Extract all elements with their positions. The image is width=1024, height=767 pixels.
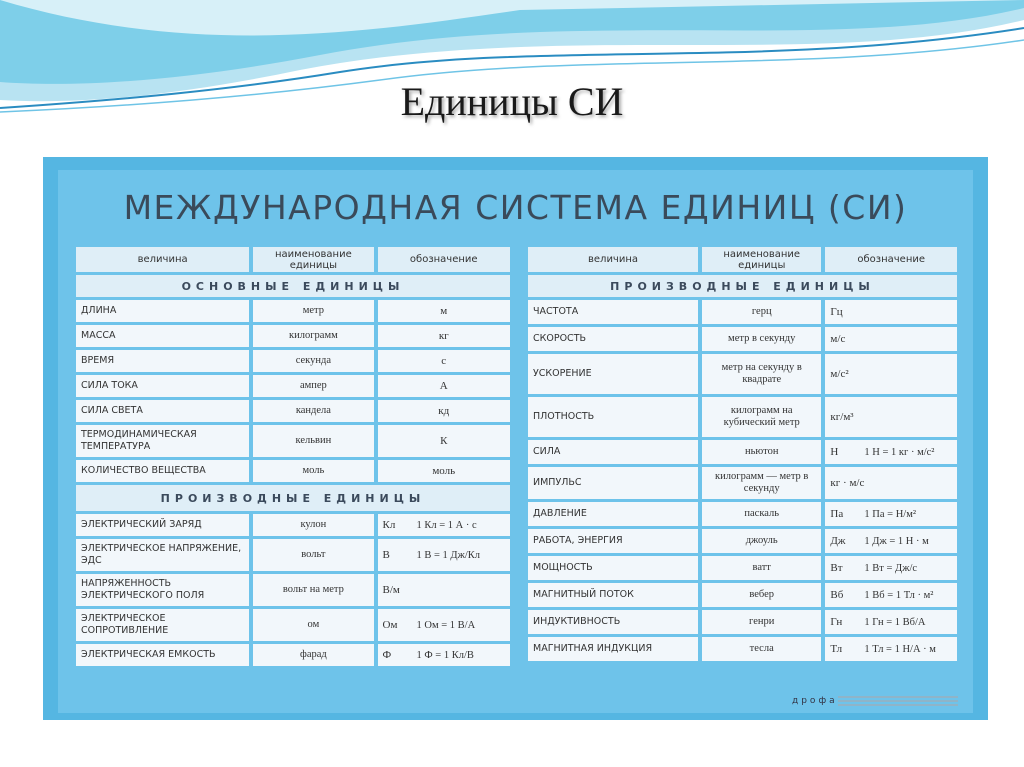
symbol-cell bbox=[825, 529, 957, 553]
symbol-cell bbox=[825, 354, 957, 394]
header-unit-name: наименование единицы bbox=[702, 247, 821, 272]
poster-title: МЕЖДУНАРОДНАЯ СИСТЕМА ЕДИНИЦ (СИ) bbox=[123, 188, 908, 227]
header-quantity: величина bbox=[76, 247, 249, 272]
table-row bbox=[528, 583, 957, 607]
header-symbol: обозначение bbox=[825, 247, 957, 272]
table-row bbox=[528, 610, 957, 634]
table-row bbox=[76, 574, 510, 606]
unit-name-cell: килограмм bbox=[253, 325, 373, 347]
si-units-poster bbox=[43, 157, 988, 720]
unit-relation: 1 Ф = 1 Кл/В bbox=[416, 650, 474, 661]
unit-name-cell: вольт bbox=[253, 539, 373, 571]
table-row bbox=[76, 460, 510, 482]
header-unit-name: наименование единицы bbox=[253, 247, 373, 272]
table-row bbox=[528, 440, 957, 464]
unit-relation: 1 Гн = 1 Вб/А bbox=[864, 617, 926, 628]
unit-symbol: Гн bbox=[830, 616, 843, 628]
quantity-cell: СКОРОСТЬ bbox=[528, 327, 698, 351]
section-derived-units-left: ПРОИЗВОДНЫЕ ЕДИНИЦЫ bbox=[76, 485, 510, 511]
symbol-cell bbox=[825, 502, 957, 526]
table-row bbox=[528, 397, 957, 437]
symbol-cell bbox=[378, 609, 511, 641]
unit-relation: 1 Вб = 1 Тл · м² bbox=[864, 590, 934, 601]
symbol-cell bbox=[825, 583, 957, 607]
unit-name-cell: паскаль bbox=[702, 502, 821, 526]
quantity-cell: СИЛА ТОКА bbox=[76, 375, 249, 397]
unit-symbol: Дж bbox=[830, 535, 846, 547]
unit-name-cell: метр bbox=[253, 300, 373, 322]
table-row bbox=[76, 300, 510, 322]
quantity-cell: СИЛА bbox=[528, 440, 698, 464]
unit-name-cell: моль bbox=[253, 460, 373, 482]
unit-name-cell: ампер bbox=[253, 375, 373, 397]
unit-name-cell: ньютон bbox=[702, 440, 821, 464]
unit-relation: 1 Ом = 1 В/А bbox=[416, 620, 476, 631]
unit-name-cell: вебер bbox=[702, 583, 821, 607]
unit-symbol: Ом bbox=[382, 619, 398, 631]
unit-symbol: кг/м³ bbox=[830, 411, 854, 423]
symbol-cell: моль bbox=[378, 460, 511, 482]
unit-name-cell: ом bbox=[253, 609, 373, 641]
unit-name-cell: кулон bbox=[253, 514, 373, 536]
symbol-cell bbox=[825, 440, 957, 464]
unit-relation: 1 Кл = 1 А · с bbox=[416, 520, 477, 531]
unit-symbol: Па bbox=[830, 508, 844, 520]
poster-panel bbox=[58, 170, 973, 713]
left-units-table bbox=[72, 244, 514, 669]
symbol-cell: К bbox=[378, 425, 511, 457]
symbol-cell: кд bbox=[378, 400, 511, 422]
header-symbol: обозначение bbox=[378, 247, 511, 272]
unit-symbol: м/с bbox=[830, 333, 846, 345]
unit-name-cell: метр на секунду в квадрате bbox=[702, 354, 821, 394]
quantity-cell: УСКОРЕНИЕ bbox=[528, 354, 698, 394]
quantity-cell: ДАВЛЕНИЕ bbox=[528, 502, 698, 526]
unit-relation: 1 Па = Н/м² bbox=[864, 509, 917, 520]
unit-name-cell: джоуль bbox=[702, 529, 821, 553]
right-units-table bbox=[524, 244, 961, 664]
symbol-cell bbox=[378, 539, 511, 571]
symbol-cell bbox=[825, 556, 957, 580]
base-units-rows bbox=[76, 300, 510, 482]
symbol-cell bbox=[825, 637, 957, 661]
unit-name-cell: метр в секунду bbox=[702, 327, 821, 351]
quantity-cell: ЭЛЕКТРИЧЕСКОЕ СОПРОТИВЛЕНИЕ bbox=[76, 609, 249, 641]
table-row bbox=[528, 556, 957, 580]
symbol-cell: кг bbox=[378, 325, 511, 347]
quantity-cell: ЭЛЕКТРИЧЕСКАЯ ЕМКОСТЬ bbox=[76, 644, 249, 666]
table-row bbox=[528, 502, 957, 526]
unit-name-cell: вольт на метр bbox=[253, 574, 373, 606]
unit-symbol: Кл bbox=[382, 519, 396, 531]
unit-name-cell: килограмм — метр в секунду bbox=[702, 467, 821, 499]
unit-symbol: В/м bbox=[382, 584, 400, 596]
quantity-cell: ЭЛЕКТРИЧЕСКОЕ НАПРЯЖЕНИЕ, ЭДС bbox=[76, 539, 249, 571]
quantity-cell: МОЩНОСТЬ bbox=[528, 556, 698, 580]
quantity-cell: ДЛИНА bbox=[76, 300, 249, 322]
table-row bbox=[76, 350, 510, 372]
quantity-cell: НАПРЯЖЕННОСТЬ ЭЛЕКТРИЧЕСКОГО ПОЛЯ bbox=[76, 574, 249, 606]
section-derived-units-right: ПРОИЗВОДНЫЕ ЕДИНИЦЫ bbox=[528, 275, 957, 297]
fineprint-decoration bbox=[838, 694, 958, 708]
quantity-cell: МАГНИТНАЯ ИНДУКЦИЯ bbox=[528, 637, 698, 661]
unit-symbol: Вт bbox=[830, 562, 843, 574]
unit-name-cell: секунда bbox=[253, 350, 373, 372]
symbol-cell bbox=[378, 514, 511, 536]
table-row bbox=[528, 529, 957, 553]
slide-title: Единицы СИ bbox=[400, 79, 624, 124]
symbol-cell: м bbox=[378, 300, 511, 322]
unit-symbol: В bbox=[382, 549, 390, 561]
unit-symbol: Гц bbox=[830, 306, 843, 318]
table-row bbox=[76, 644, 510, 666]
quantity-cell: КОЛИЧЕСТВО ВЕЩЕСТВА bbox=[76, 460, 249, 482]
table-row bbox=[528, 300, 957, 324]
unit-symbol: Н bbox=[830, 446, 839, 458]
unit-name-cell: ватт bbox=[702, 556, 821, 580]
section-base-units: ОСНОВНЫЕ ЕДИНИЦЫ bbox=[76, 275, 510, 297]
unit-relation: 1 Тл = 1 Н/А · м bbox=[864, 644, 936, 655]
quantity-cell: ПЛОТНОСТЬ bbox=[528, 397, 698, 437]
publisher-logo: дрофа bbox=[792, 696, 838, 706]
derived-units-rows-left bbox=[76, 514, 510, 666]
symbol-cell bbox=[825, 397, 957, 437]
unit-relation: 1 Н = 1 кг · м/с² bbox=[864, 447, 935, 458]
unit-name-cell: герц bbox=[702, 300, 821, 324]
unit-symbol: кг · м/с bbox=[830, 477, 865, 489]
unit-name-cell: фарад bbox=[253, 644, 373, 666]
symbol-cell: А bbox=[378, 375, 511, 397]
quantity-cell: ЭЛЕКТРИЧЕСКИЙ ЗАРЯД bbox=[76, 514, 249, 536]
quantity-cell: ИМПУЛЬС bbox=[528, 467, 698, 499]
quantity-cell: ТЕРМОДИНАМИЧЕСКАЯ ТЕМПЕРАТУРА bbox=[76, 425, 249, 457]
symbol-cell bbox=[825, 300, 957, 324]
table-row bbox=[528, 327, 957, 351]
unit-name-cell: килограмм на кубический метр bbox=[702, 397, 821, 437]
unit-name-cell: тесла bbox=[702, 637, 821, 661]
quantity-cell: ВРЕМЯ bbox=[76, 350, 249, 372]
table-row bbox=[76, 425, 510, 457]
unit-relation: 1 Дж = 1 Н · м bbox=[864, 536, 929, 547]
table-row bbox=[76, 514, 510, 536]
symbol-cell: с bbox=[378, 350, 511, 372]
header-quantity: величина bbox=[528, 247, 698, 272]
derived-units-rows-right bbox=[528, 300, 957, 661]
unit-name-cell: кандела bbox=[253, 400, 373, 422]
quantity-cell: МАГНИТНЫЙ ПОТОК bbox=[528, 583, 698, 607]
unit-symbol: м/с² bbox=[830, 368, 849, 380]
table-row bbox=[528, 637, 957, 661]
table-row bbox=[76, 539, 510, 571]
unit-symbol: Тл bbox=[830, 643, 843, 655]
quantity-cell: СИЛА СВЕТА bbox=[76, 400, 249, 422]
table-row bbox=[76, 375, 510, 397]
symbol-cell bbox=[378, 574, 511, 606]
table-row bbox=[76, 400, 510, 422]
table-row bbox=[528, 354, 957, 394]
quantity-cell: ЧАСТОТА bbox=[528, 300, 698, 324]
unit-symbol: Вб bbox=[830, 589, 844, 601]
unit-symbol: Ф bbox=[382, 649, 392, 661]
table-row bbox=[76, 325, 510, 347]
symbol-cell bbox=[825, 467, 957, 499]
table-row bbox=[76, 609, 510, 641]
symbol-cell bbox=[378, 644, 511, 666]
unit-relation: 1 Вт = Дж/с bbox=[864, 563, 918, 574]
quantity-cell: МАССА bbox=[76, 325, 249, 347]
symbol-cell bbox=[825, 610, 957, 634]
table-row bbox=[528, 467, 957, 499]
symbol-cell bbox=[825, 327, 957, 351]
unit-name-cell: генри bbox=[702, 610, 821, 634]
quantity-cell: РАБОТА, ЭНЕРГИЯ bbox=[528, 529, 698, 553]
unit-relation: 1 В = 1 Дж/Кл bbox=[416, 550, 481, 561]
unit-name-cell: кельвин bbox=[253, 425, 373, 457]
quantity-cell: ИНДУКТИВНОСТЬ bbox=[528, 610, 698, 634]
